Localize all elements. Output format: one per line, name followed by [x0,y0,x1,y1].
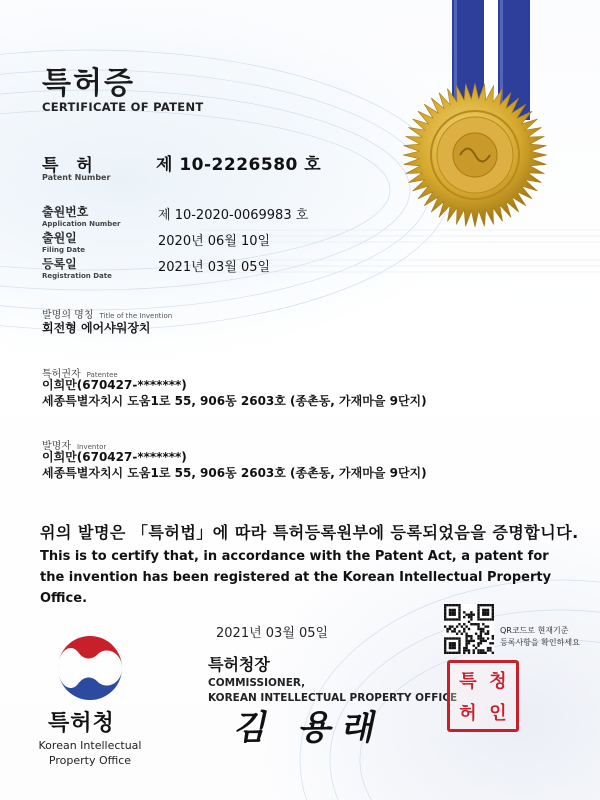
invention-title: 회전형 에어샤워장치 [42,321,151,335]
inventor-name: 이희만(670427-*******) [42,450,187,464]
filing-date-row [42,229,85,254]
certification-text-en: This is to certify that, in accordance with the Patent Act, a patent for the invention has been registered at the Korean Intellectual Property Office. [40,549,552,606]
certificate-title-ko: 특허증 [42,66,135,101]
official-red-seal [447,660,519,732]
seal-char: 청 [489,671,507,692]
patentee-name: 이희만(670427-*******) [42,378,187,392]
patent-number-label-en: Patent Number [42,173,111,182]
kipo-name-ko: 특허청 [48,711,115,736]
certificate-title-en: CERTIFICATE OF PATENT [42,100,204,114]
seal-char: 인 [489,703,507,724]
invention-label-ko: 발명의 명칭 [42,310,94,321]
gold-seal-icon [400,80,550,230]
seal-char: 특 [459,671,477,692]
application-number-value: 제 10-2020-0069983 호 [158,208,309,223]
commissioner-line-2: KOREAN INTELLECTUAL PROPERTY OFFICE [208,692,458,704]
patentee-address: 세종특별자치시 도움1로 55, 906동 2603호 (종촌동, 가재마을 9단지) [42,394,427,408]
seal-char: 허 [459,703,477,724]
patent-number-value: 제 10-2226580 호 [156,155,322,175]
field-label: 출원번호 [42,205,89,219]
issue-date: 2021년 03월 05일 [216,626,329,641]
qr-note-line-1: QR코드로 현재기준 [500,626,569,635]
kipo-logo-icon [48,628,132,704]
patentee-label-en: Patentee [86,371,118,379]
commissioner-signature: 김 용래 [231,708,390,748]
application-number-row [42,203,120,228]
inventor-label-en: Inventor [76,443,107,451]
field-label-en: Registration Date [42,272,112,280]
commissioner-title-ko: 특허청장 [208,655,270,674]
certification-text-ko: 위의 발명은 「특허법」에 따라 특허등록원부에 등록되었음을 증명합니다. [40,523,579,542]
qr-note [500,625,580,649]
inventor-label-ko: 발명자 [42,441,71,452]
filing-date-value: 2020년 06월 10일 [158,234,271,249]
field-label-en: Application Number [42,220,121,228]
patentee-label-ko: 특허권자 [42,369,81,380]
registration-date-row [42,255,112,280]
kipo-name-en-line-1: Korean Intellectual [38,739,142,752]
field-label: 등록일 [42,257,77,271]
invention-label-en: Title of the Invention [99,312,173,320]
commissioner-line-1: COMMISSIONER, [208,677,306,689]
inventor-address: 세종특별자치시 도움1로 55, 906동 2603호 (종촌동, 가재마을 9단지) [42,466,427,480]
kipo-name-en-line-2: Property Office [48,754,132,767]
field-label-en: Filing Date [42,246,86,254]
field-label: 출원일 [42,231,77,245]
kipo-name-en [30,738,150,768]
patent-number-label: 특 허 [42,156,99,176]
qr-code-icon[interactable] [444,604,494,654]
qr-note-line-2: 등록사항을 확인하세요 [500,638,580,647]
registration-date-value: 2021년 03월 05일 [158,260,271,275]
